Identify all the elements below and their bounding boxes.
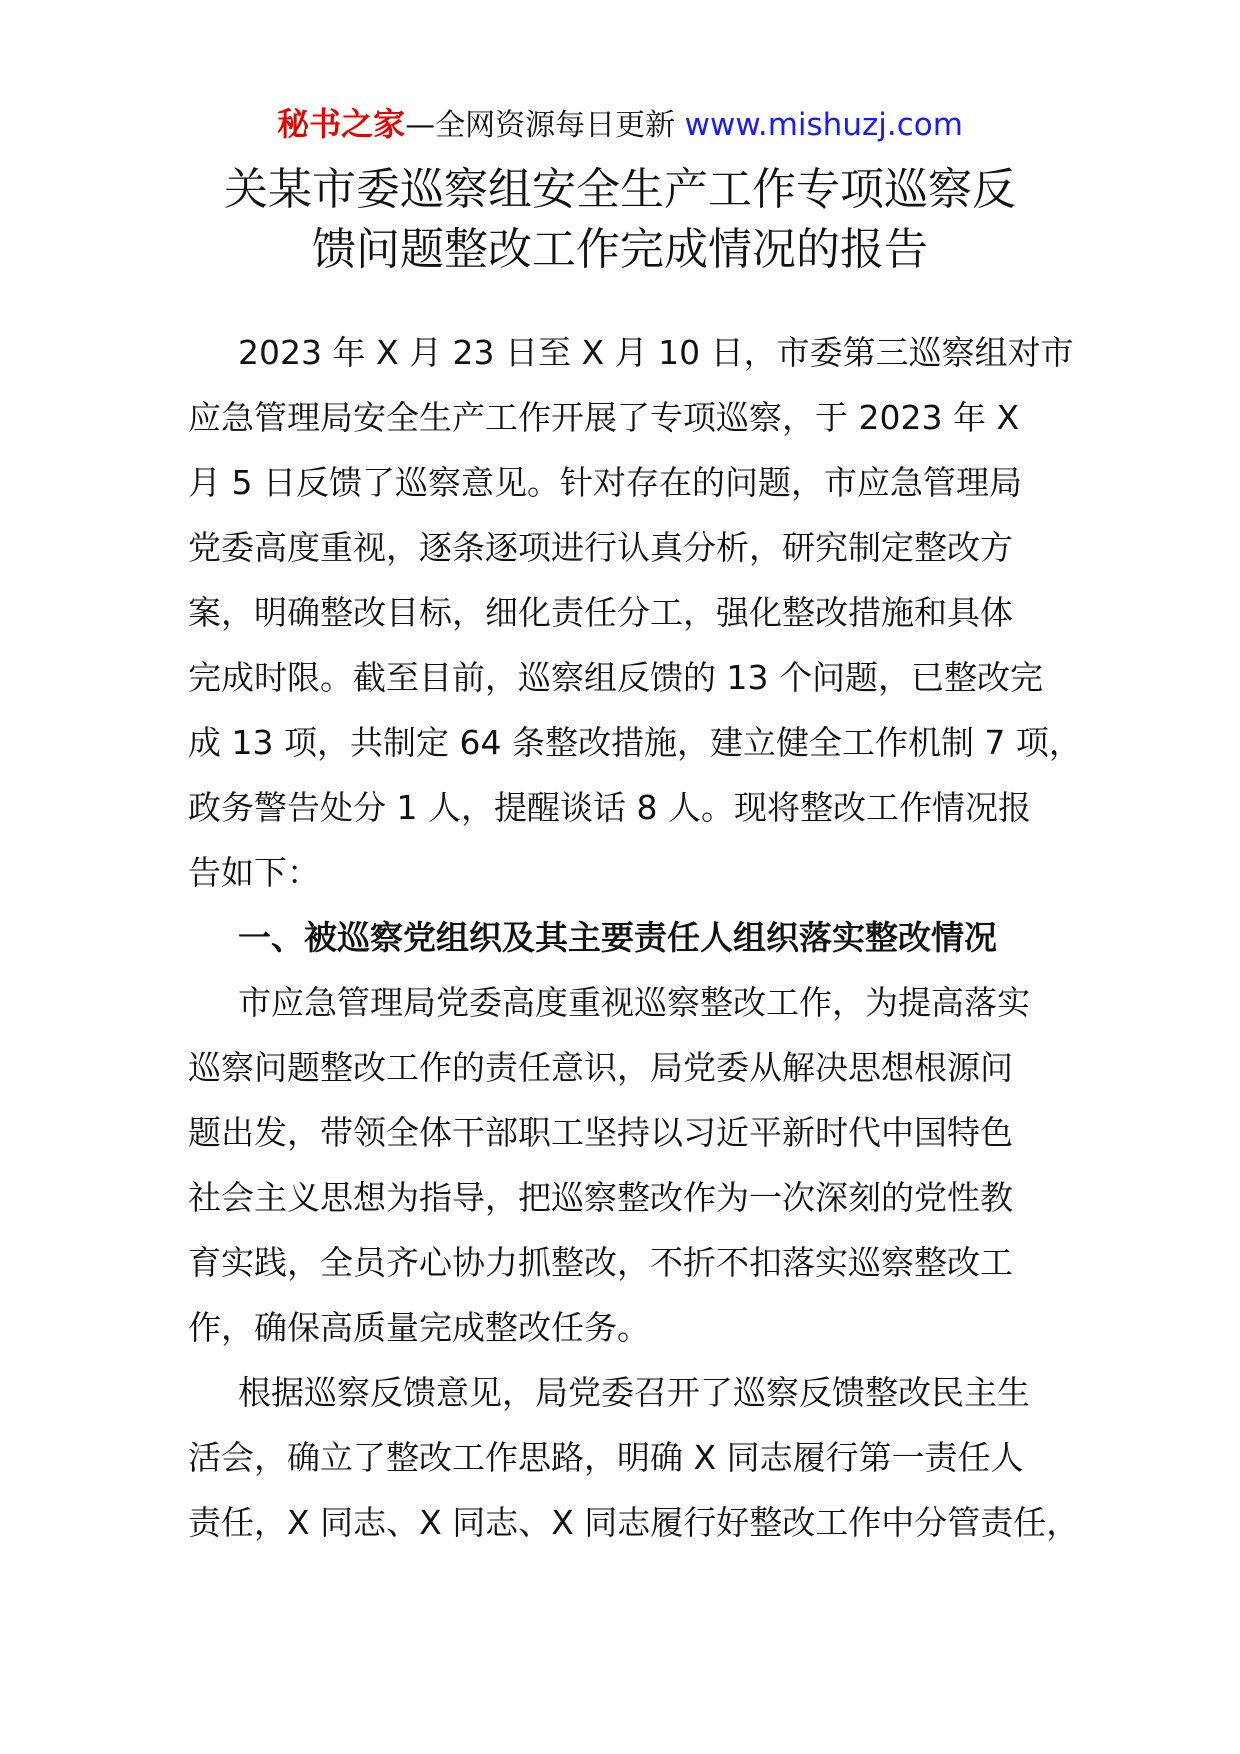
title-line: 馈问题整改工作完成情况的报告: [312, 224, 928, 275]
text-line: 应急管理局安全生产工作开展了专项巡察，于 2023 年 X: [188, 398, 1020, 437]
text-line: 根据巡察反馈意见，局党委召开了巡察反馈整改民主生: [238, 1373, 1030, 1412]
paragraph-intro: [188, 320, 1082, 905]
text-line: 月 5 日反馈了巡察意见。针对存在的问题，市应急管理局: [188, 463, 1022, 502]
site-url[interactable]: www.mishuzj.com: [684, 107, 963, 143]
paragraph-section-1: [188, 970, 1068, 1360]
title-line: 关某市委巡察组安全生产工作专项巡察反: [224, 164, 1016, 215]
text-line: 告如下：: [188, 853, 320, 892]
text-line: 责任，X 同志、X 同志、X 同志履行好整改工作中分管责任，: [188, 1503, 1080, 1542]
text-line: 育实践，全员齐心协力抓整改，不折不扣落实巡察整改工: [188, 1243, 1013, 1282]
text-line: 党委高度重视，逐条逐项进行认真分析，研究制定整改方: [188, 528, 1013, 567]
text-line: 社会主义思想为指导，把巡察整改作为一次深刻的党性教: [188, 1178, 1013, 1217]
document-title: [150, 160, 1090, 280]
text-line: 案，明确整改目标，细化责任分工，强化整改措施和具体: [188, 593, 1013, 632]
text-line: 完成时限。截至目前，巡察组反馈的 13 个问题，已整改完: [188, 658, 1043, 697]
text-line: 巡察问题整改工作的责任意识，局党委从解决思想根源问: [188, 1048, 1013, 1087]
site-tagline: —全网资源每日更新: [405, 108, 685, 143]
site-header: [0, 100, 1240, 150]
text-line: 题出发，带领全体干部职工坚持以习近平新时代中国特色: [188, 1113, 1013, 1152]
section-heading: 一、被巡察党组织及其主要责任人组织落实整改情况: [238, 918, 997, 957]
text-line: 市应急管理局党委高度重视巡察整改工作，为提高落实: [238, 983, 1030, 1022]
text-line: 作，确保高质量完成整改任务。: [188, 1308, 650, 1347]
brand-name: 秘书之家: [277, 105, 406, 143]
paragraph-section-2: [188, 1360, 1080, 1555]
document-body: [188, 320, 1082, 1555]
text-line: 2023 年 X 月 23 日至 X 月 10 日，市委第三巡察组对市: [238, 333, 1074, 372]
text-line: 政务警告处分 1 人，提醒谈话 8 人。现将整改工作情况报: [188, 788, 1031, 827]
text-line: 活会，确立了整改工作思路，明确 X 同志履行第一责任人: [188, 1438, 1024, 1477]
text-line: 成 13 项，共制定 64 条整改措施，建立健全工作机制 7 项，: [188, 723, 1082, 762]
